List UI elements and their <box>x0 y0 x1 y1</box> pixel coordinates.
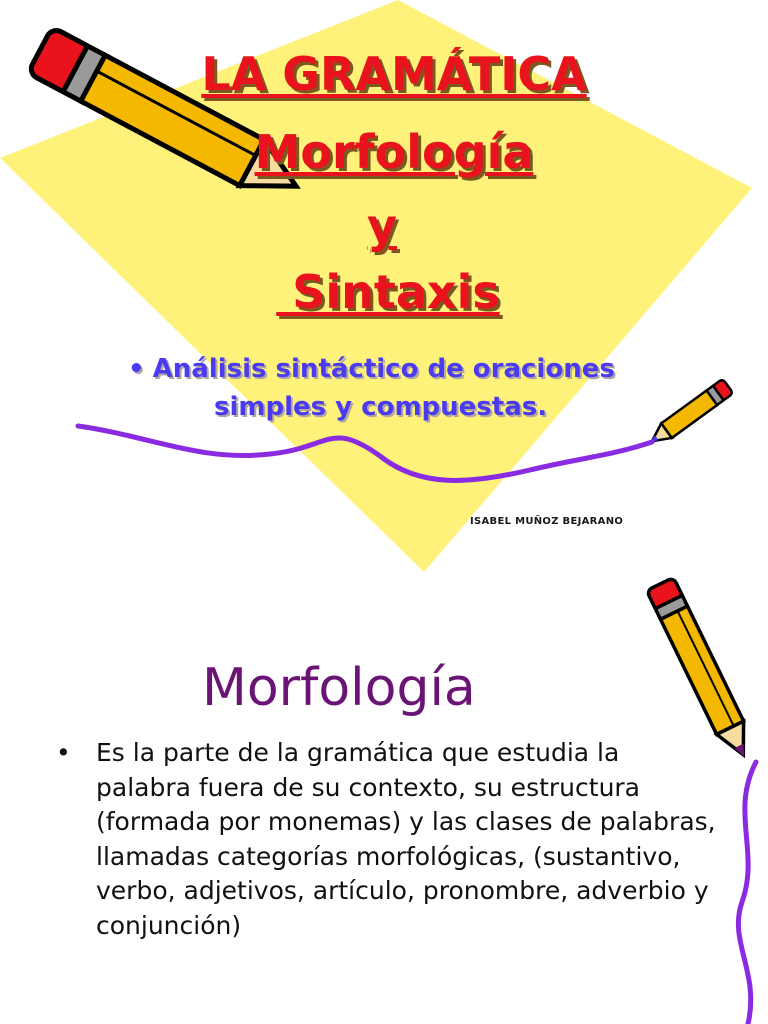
title-line-4: Sintaxis <box>276 265 500 319</box>
bullet-text: Es la parte de la gramática que estudia la palabra fuera de su contexto, su estructura (formada por monemas) y las clases de palabras, llamadas categorías morfológicas, (sustantivo, verbo, adjetivos, artículo, pronombre, adverbio y conjunción) <box>96 738 716 940</box>
bullet-marker: • <box>56 738 71 767</box>
title-line-2: Morfología <box>254 125 534 179</box>
subtitle-bullet: • <box>128 354 145 384</box>
title-line-3: y <box>367 199 397 253</box>
author-name: ISABEL MUÑOZ BEJARANO <box>470 516 624 527</box>
content-slide <box>0 572 768 1024</box>
subtitle <box>128 350 728 426</box>
subtitle-line-1: Análisis sintáctico de oraciones <box>152 354 615 384</box>
bullet-paragraph <box>56 736 716 944</box>
slide-heading: Morfología <box>202 658 476 718</box>
squiggle-line <box>738 762 756 1024</box>
title-line-1: LA GRAMÁTICA <box>201 47 587 101</box>
subtitle-line-2: simples y compuestas. <box>214 392 548 422</box>
